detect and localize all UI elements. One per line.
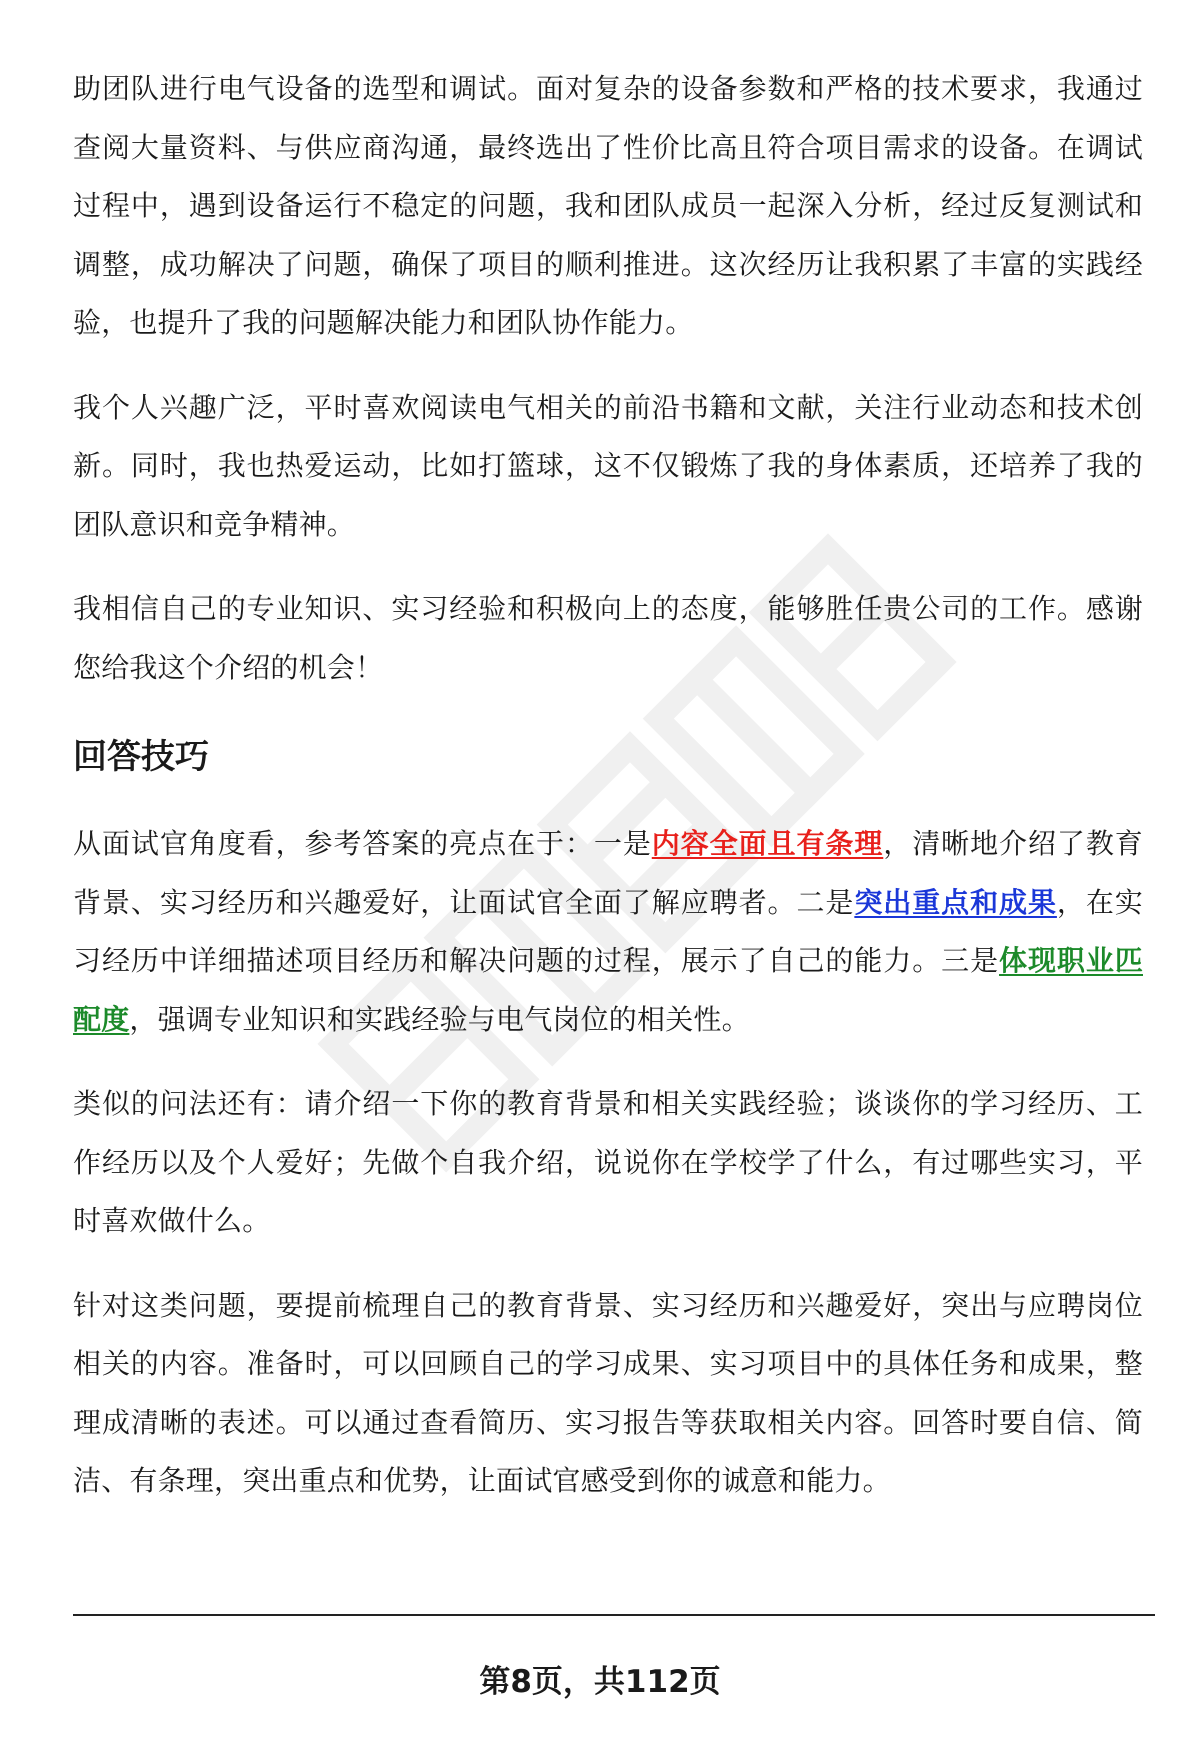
document-body (73, 60, 1143, 1511)
highlight-red: 内容全面且有条理 (651, 827, 884, 860)
highlight-paragraph (73, 815, 1143, 1049)
intro-paragraph-1: 助团队进行电气设备的选型和调试。面对复杂的设备参数和严格的技术要求，我通过查阅大量资料、与供应商沟通，最终选出了性价比高且符合项目需求的设备。在调试过程中，遇到设备运行不稳定的问题，我和团队成员一起深入分析，经过反复测试和调整，成功解决了问题，确保了项目的顺利推进。这次经历让我积累了丰富的实践经验，也提升了我的问题解决能力和团队协作能力。 (73, 72, 1143, 339)
intro-paragraph-2: 我个人兴趣广泛，平时喜欢阅读电气相关的前沿书籍和文献，关注行业动态和技术创新。同时，我也热爱运动，比如打篮球，这不仅锻炼了我的身体素质，还培养了我的团队意识和竞争精神。 (73, 390, 1143, 541)
page-number: 第8页，共112页 (479, 1664, 721, 1700)
intro-paragraph-3: 我相信自己的专业知识、实习经验和积极向上的态度，能够胜任贵公司的工作。感谢您给我这个介绍的机会！ (73, 592, 1143, 684)
advice-paragraph: 针对这类问题，要提前梳理自己的教育背景、实习经历和兴趣爱好，突出与应聘岗位相关的内容。准备时，可以回顾自己的学习成果、实习项目中的具体任务和成果，整理成清晰的表述。可以通过查看简历、实习报告等获取相关内容。回答时要自信、简洁、有条理，突出重点和优势，让面试官感受到你的诚意和能力。 (73, 1288, 1143, 1497)
highlight-blue: 突出重点和成果 (854, 885, 1057, 919)
highlight-paragraph-text: ，清晰地介绍了教育背景、实习经历和兴趣爱好，让面试官全面了解应聘者。二是 (73, 827, 1143, 919)
highlight-paragraph-text: 从面试官角度看，参考答案的亮点在于：一是 (73, 827, 652, 860)
section-heading: 回答技巧 (73, 737, 209, 777)
highlight-paragraph-text: ，强调专业知识和实践经验与电气岗位的相关性。 (129, 1002, 750, 1036)
footer-divider (73, 1614, 1155, 1616)
similar-questions-paragraph: 类似的问法还有：请介绍一下你的教育背景和相关实践经验；谈谈你的学习经历、工作经历以及个人爱好；先做个自我介绍，说说你在学校学了什么，有过哪些实习，平时喜欢做什么。 (73, 1087, 1143, 1237)
highlight-paragraph-text: ，在实习经历中详细描述项目经历和解决问题的过程，展示了自己的能力。三是 (73, 885, 1143, 977)
highlight-green: 体现职业匹配度 (73, 944, 1143, 1036)
